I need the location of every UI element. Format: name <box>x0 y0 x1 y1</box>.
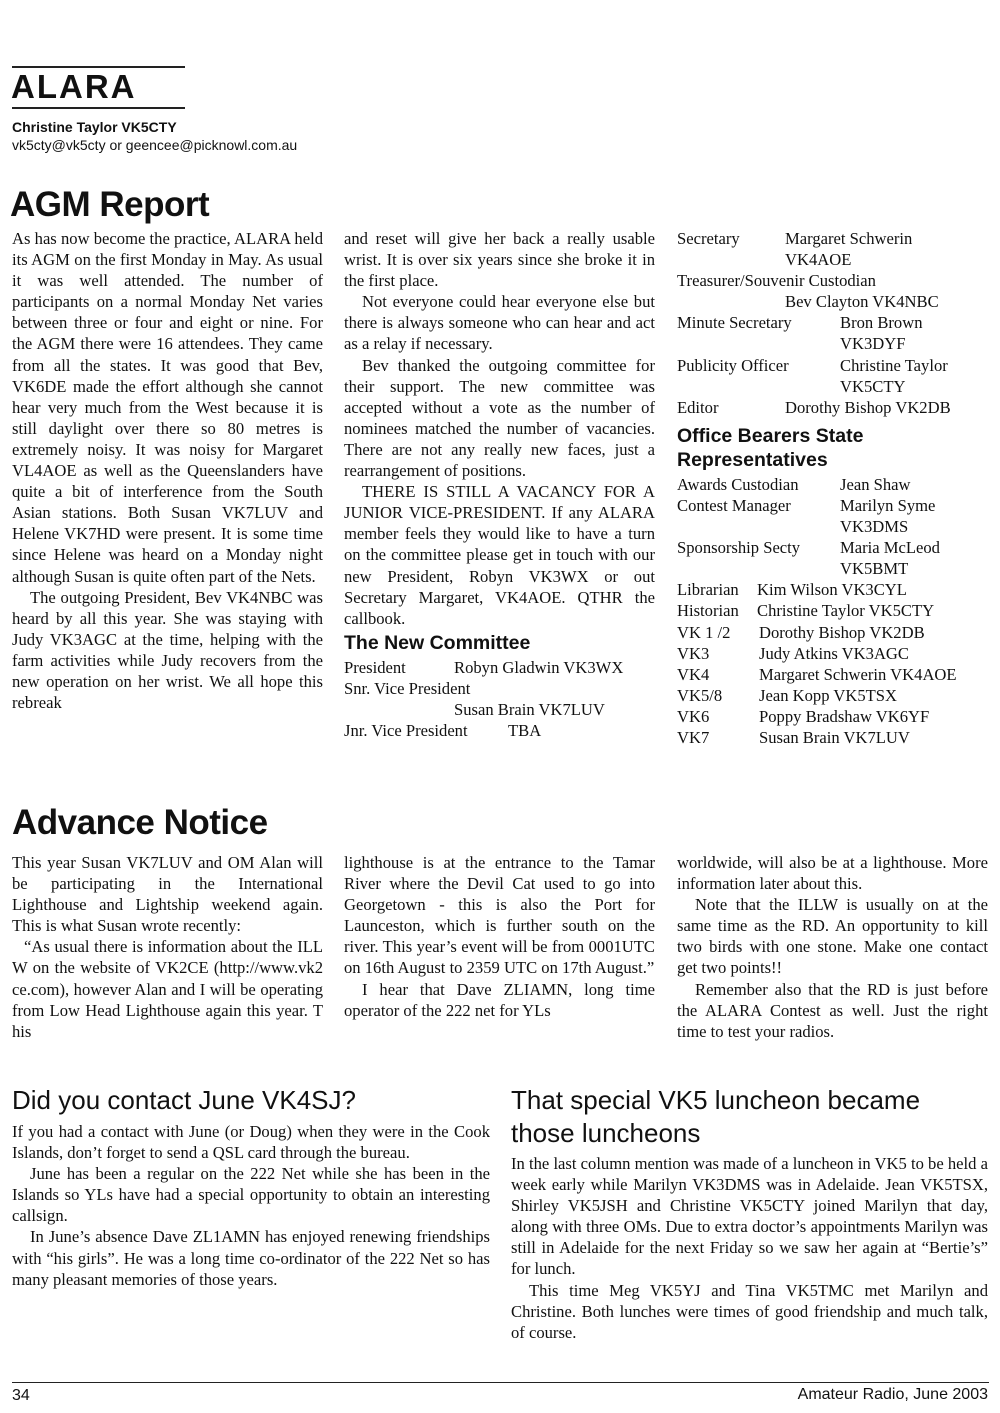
state-rep-name: Jean Kopp VK5TSX <box>759 685 897 705</box>
state-rep-row <box>677 643 993 664</box>
agm-paragraph: The outgoing President, Bev VK4NBC was heard by all this year. She was staying with Judy VK3AGC at the time, helping with the farm activities while Judy recovers from the new operation on her wrist. We all hope this rebreak <box>12 587 323 713</box>
bearer-role: Librarian <box>677 580 739 600</box>
officer-name: Christine Taylor <box>840 355 948 375</box>
officer-row <box>677 312 993 333</box>
state-label: VK5/8 <box>677 685 723 705</box>
notice-paragraph: lighthouse is at the entrance to the Tamar River where the Devil Cat used to go into Georgetown - this is also the Port for Launceston, which is further south on the river. This year’s event will be from 0001UTC on 16th August to 2359 UTC on 17th August.” <box>344 853 655 978</box>
bearer-row <box>677 537 993 558</box>
notice-title: Advance Notice <box>12 803 268 842</box>
committee-row <box>344 720 655 741</box>
officer-role: Editor <box>677 397 719 417</box>
committee-title: The New Committee <box>344 631 531 654</box>
state-rep-row <box>677 685 993 706</box>
committee-row <box>344 657 655 678</box>
agm-paragraph: THERE IS STILL A VACANCY FOR A JUNIOR VICE-PRESIDENT. If any ALARA member feels they would like to have a turn on the committee please get in touch with our new President, Robyn VK3WX or out Secretary Margaret, VK4AOE. QTHR the callbook. <box>344 482 655 628</box>
column-name: ALARA <box>11 68 137 105</box>
bearer-role: Historian <box>677 601 739 621</box>
june-paragraph: If you had a contact with June (or Doug) when they were in the Cook Islands, don’t forget to send a QSL card through the bureau. <box>12 1122 490 1163</box>
officer-role: Secretary <box>677 229 740 248</box>
committee-member: TBA <box>508 721 542 741</box>
committee-member: Susan Brain VK7LUV <box>454 699 605 719</box>
notice-column-2 <box>344 852 655 1021</box>
bearer-name: Kim Wilson VK3CYL <box>757 580 907 600</box>
officer-name: Bron Brown <box>840 313 923 333</box>
bearer-name: Maria McLeod <box>840 538 940 558</box>
agm-title: AGM Report <box>10 185 210 224</box>
footer-rule <box>12 1382 989 1383</box>
column-email: vk5cty@vk5cty or geencee@picknowl.com.au <box>12 137 298 153</box>
bearers-title: Office Bearers State Representatives <box>677 424 864 471</box>
officer-row <box>677 228 993 249</box>
luncheon-paragraph: This time Meg VK5YJ and Tina VK5TMC met Marilyn and Christine. Both lunches were times of good friendship and much talk, of course. <box>511 1280 988 1342</box>
luncheon-paragraph: In the last column mention was made of a luncheon in VK5 to be held a week early while Marilyn VK3DMS was in Adelaide. Jean VK5TSX, Shirley VK5JSH and Christine VK5CTY joined Marilyn that day, along with three OMs. Due to extra doctor’s appointments Marilyn was still in Adelaide for the next Friday so we saw her again at “Bertie’s” for lunch. <box>511 1154 988 1279</box>
bearer-role: Sponsorship Secty <box>677 538 801 558</box>
agm-paragraph: and reset will give her back a really usable wrist. It is over six years since she broke it in the first place. <box>344 229 655 291</box>
officer-callsign: VK3DYF <box>840 334 906 354</box>
publication-info: Amateur Radio, June 2003 <box>797 1386 988 1403</box>
notice-paragraph: I hear that Dave ZLIAMN, long time operator of the 222 net for YLs <box>344 979 655 1020</box>
state-label: VK7 <box>677 727 710 747</box>
officer-role: Publicity Officer <box>677 355 789 375</box>
bearer-role: Awards Custodian <box>677 474 799 494</box>
bearer-row <box>677 474 993 495</box>
page-number: 34 <box>12 1387 30 1404</box>
state-rep-row <box>677 706 993 727</box>
june-body <box>12 1121 490 1290</box>
bearer-callsign: VK3DMS <box>840 517 909 537</box>
bearer-name: Jean Shaw <box>840 474 911 494</box>
bearer-name: Marilyn Syme <box>840 495 936 515</box>
june-title: Did you contact June VK4SJ? <box>12 1085 356 1115</box>
june-paragraph: In June’s absence Dave ZL1AMN has enjoyed renewing friendships with “his girls”. He was a long time co-ordinator of the 222 Net so has many pleasant memories of those years. <box>12 1227 490 1289</box>
officer-row <box>677 397 993 418</box>
officer-callsign: VK4AOE <box>785 250 852 270</box>
luncheon-body <box>511 1153 988 1343</box>
bearer-name: Christine Taylor VK5CTY <box>757 601 935 621</box>
column-author: Christine Taylor VK5CTY <box>12 119 177 135</box>
state-label: VK 1 /2 <box>677 622 731 642</box>
committee-role: Snr. Vice President <box>344 678 471 698</box>
notice-column-1 <box>12 852 323 1042</box>
state-rep-name: Poppy Bradshaw VK6YF <box>759 706 930 726</box>
notice-paragraph: “As usual there is information about the ILLW on the website of VK2CE (http://www.vk2ce.com), however Alan and I will be operating from Low Head Lighthouse again this year. This <box>12 937 323 1041</box>
agm-column-1 <box>12 228 323 713</box>
state-rep-row <box>677 622 993 643</box>
header-rule-bottom <box>12 107 185 109</box>
committee-member: Robyn Gladwin VK3WX <box>454 657 624 677</box>
officer-name: Bev Clayton VK4NBC <box>785 292 939 312</box>
officer-name: Margaret Schwerin <box>785 229 913 248</box>
notice-paragraph: Remember also that the RD is just before the ALARA Contest as well. Just the right time to test your radios. <box>677 979 988 1041</box>
state-rep-name: Susan Brain VK7LUV <box>759 727 910 747</box>
state-label: VK3 <box>677 643 710 663</box>
agm-column-2 <box>344 228 655 741</box>
notice-paragraph: worldwide, will also be at a lighthouse. More information later about this. <box>677 853 988 894</box>
officer-role: Minute Secretary <box>677 313 792 333</box>
bearer-row <box>677 600 993 621</box>
bearer-role: Contest Manager <box>677 495 791 515</box>
state-rep-row <box>677 664 993 685</box>
agm-paragraph: Bev thanked the outgoing committee for their support. The new committee was accepted without a vote as the number of nominees matched the number of vacancies. There are not any really new faces, just a rearrangement of positions. <box>344 355 655 481</box>
agm-paragraph: Not everyone could hear everyone else but there is always someone who can hear and act as a relay if necessary. <box>344 292 655 354</box>
bearer-row <box>677 495 993 516</box>
notice-paragraph: This year Susan VK7LUV and OM Alan will be participating in the International Lighthouse and Lightship weekend again. This is what Susan wrote recently: <box>12 853 323 936</box>
officer-name: Dorothy Bishop VK2DB <box>785 397 951 417</box>
luncheon-title: That special VK5 luncheon became those luncheons <box>511 1085 921 1148</box>
state-rep-name: Judy Atkins VK3AGC <box>759 643 909 663</box>
bearer-callsign: VK5BMT <box>840 559 909 579</box>
officer-callsign: VK5CTY <box>840 376 906 396</box>
notice-paragraph: Note that the ILLW is usually on at the same time as the RD. An opportunity to kill two birds with one stone. Make one contact get two points!! <box>677 895 988 978</box>
officer-role: Treasurer/Souvenir Custodian <box>677 271 876 291</box>
committee-role: Jnr. Vice President <box>344 721 468 741</box>
state-rep-name: Margaret Schwerin VK4AOE <box>759 664 957 684</box>
state-label: VK4 <box>677 664 710 684</box>
notice-column-3 <box>677 852 988 1042</box>
state-rep-name: Dorothy Bishop VK2DB <box>759 622 925 642</box>
june-paragraph: June has been a regular on the 222 Net while she has been in the Islands so YLs have had a special opportunity to obtain an interesting callsign. <box>12 1164 490 1226</box>
officer-row <box>677 355 993 376</box>
state-rep-row <box>677 727 993 748</box>
agm-paragraph: As has now become the practice, ALARA held its AGM on the first Monday in May. As usual it was well attended. The number of participants on a normal Monday Net varies between three or four and eight or nine. For the AGM there were 16 attendees. They came from all the states. It was good that Bev, VK6DE made the effort although she cannot hear very much from the West because it is still daylight over there so 80 metres is extremely noisy. It was noisy for Margaret VL4AOE as well as the Queenslanders have quite a bit of interference from the South Asian stations. Both Susan VK7LUV and Helene VK7HD were present. It is some time since Helene was heard on a Monday night although Susan is quite often part of the Nets. <box>12 229 323 586</box>
bearer-row <box>677 579 993 600</box>
state-label: VK6 <box>677 706 710 726</box>
committee-role: President <box>344 657 406 677</box>
agm-column-3 <box>677 228 993 748</box>
